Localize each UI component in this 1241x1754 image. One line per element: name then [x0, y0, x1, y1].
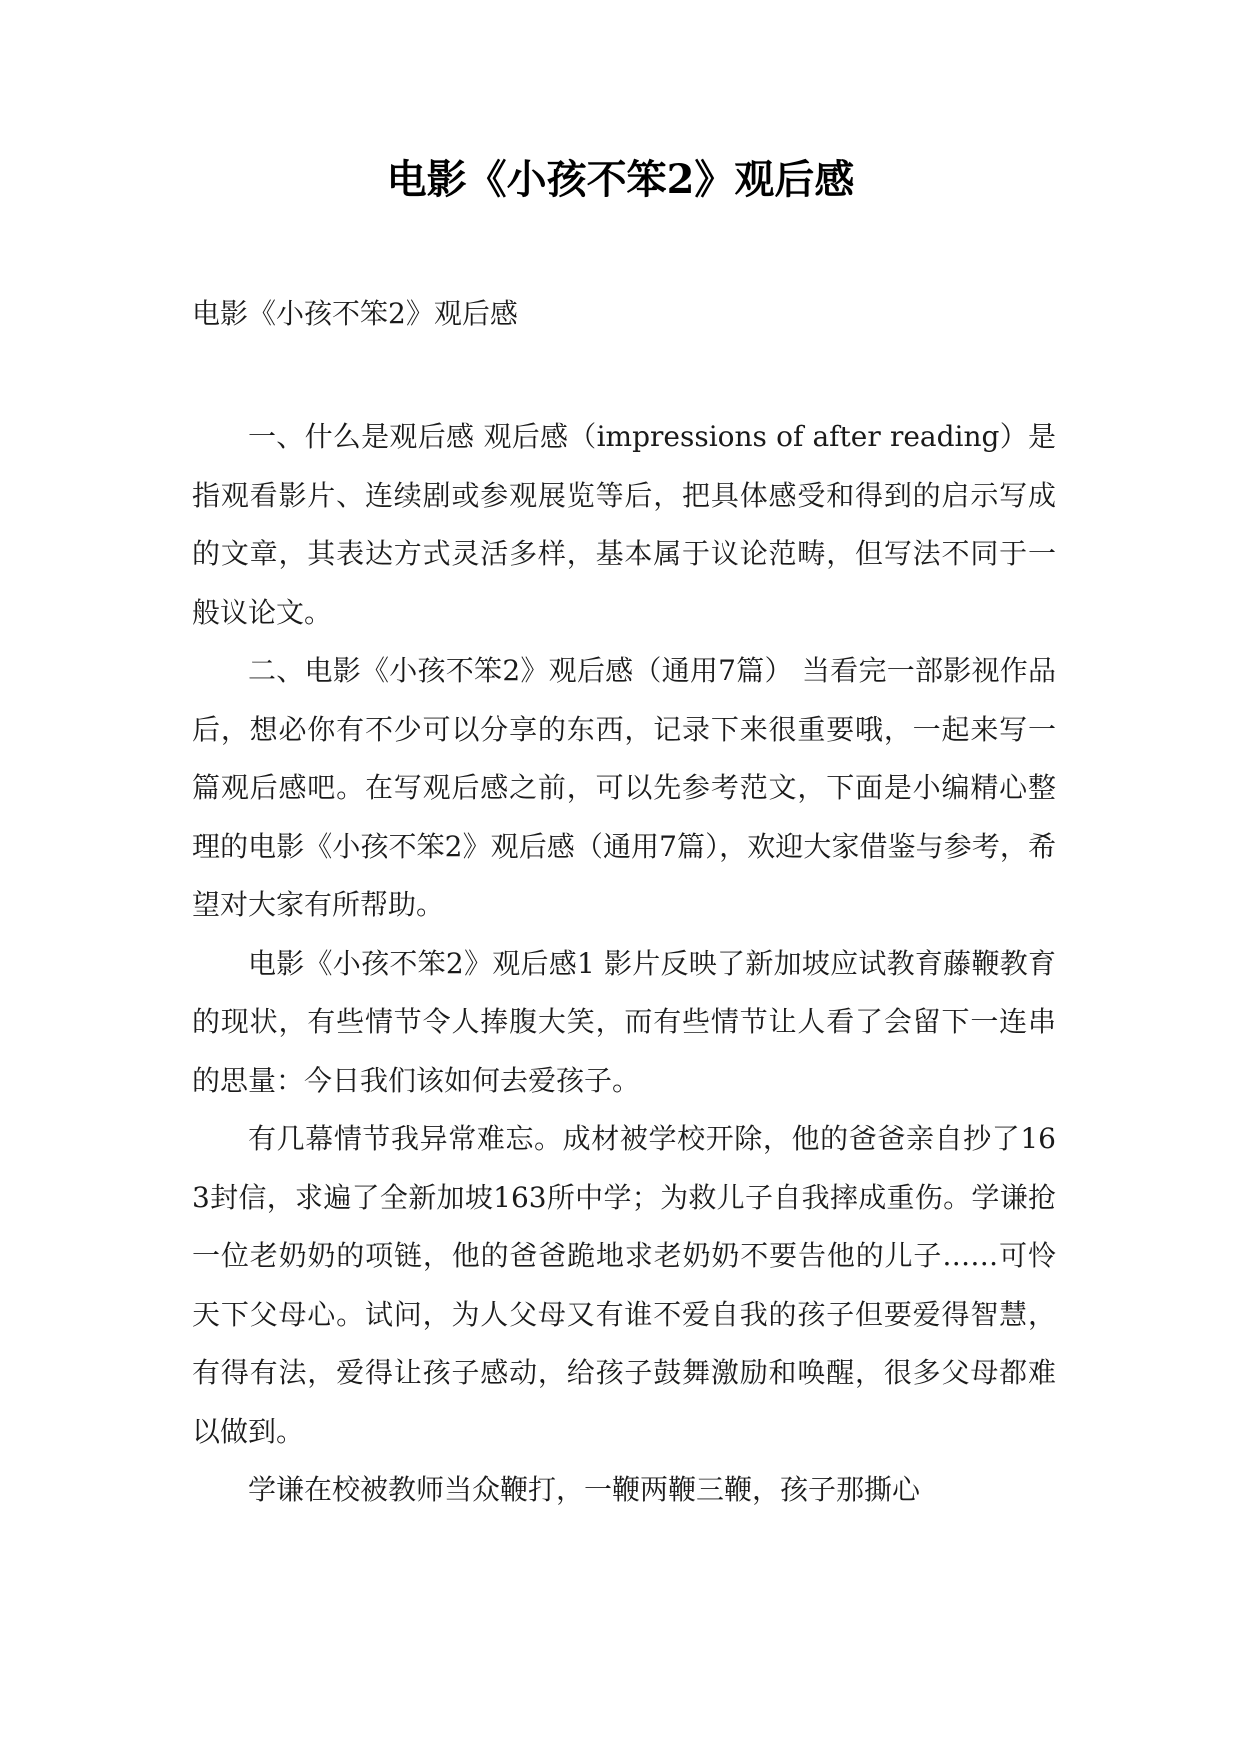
document-subtitle: 电影《小孩不笨2》观后感: [192, 297, 518, 330]
paragraph-what-is-review: 一、什么是观后感 观后感（impressions of after reading）是指观看影片、连续剧或参观展览等后，把具体感受和得到的启示写成的文章，其表达方式灵活多样，基本属于议论范畴，但写法不同于一般议论文。: [192, 420, 1056, 629]
paragraph-intro: 二、电影《小孩不笨2》观后感（通用7篇） 当看完一部影视作品后，想必你有不少可以分享的东西，记录下来很重要哦，一起来写一篇观后感吧。在写观后感之前，可以先参考范文，下面是小编精心整理的电影《小孩不笨2》观后感（通用7篇），欢迎大家借鉴与参考，希望对大家有所帮助。: [192, 654, 1056, 921]
paragraph-memorable-scenes: 有几幕情节我异常难忘。成材被学校开除，他的爸爸亲自抄了163封信，求遍了全新加坡163所中学；为救儿子自我摔成重伤。学谦抢一位老奶奶的项链，他的爸爸跪地求老奶奶不要告他的儿子……可怜天下父母心。试问，为人父母又有谁不爱自我的孩子但要爱得智慧，有得有法，爱得让孩子感动，给孩子鼓舞激励和唤醒，很多父母都难以做到。: [192, 1122, 1056, 1448]
document-body: [192, 408, 1056, 1520]
document-title: 电影《小孩不笨2》观后感: [386, 156, 855, 203]
paragraph-review-1: 电影《小孩不笨2》观后感1 影片反映了新加坡应试教育藤鞭教育的现状，有些情节令人捧腹大笑，而有些情节让人看了会留下一连串的思量：今日我们该如何去爱孩子。: [192, 946, 1056, 1097]
paragraph-classroom-caning: 学谦在校被教师当众鞭打，一鞭两鞭三鞭，孩子那撕心: [248, 1473, 921, 1506]
